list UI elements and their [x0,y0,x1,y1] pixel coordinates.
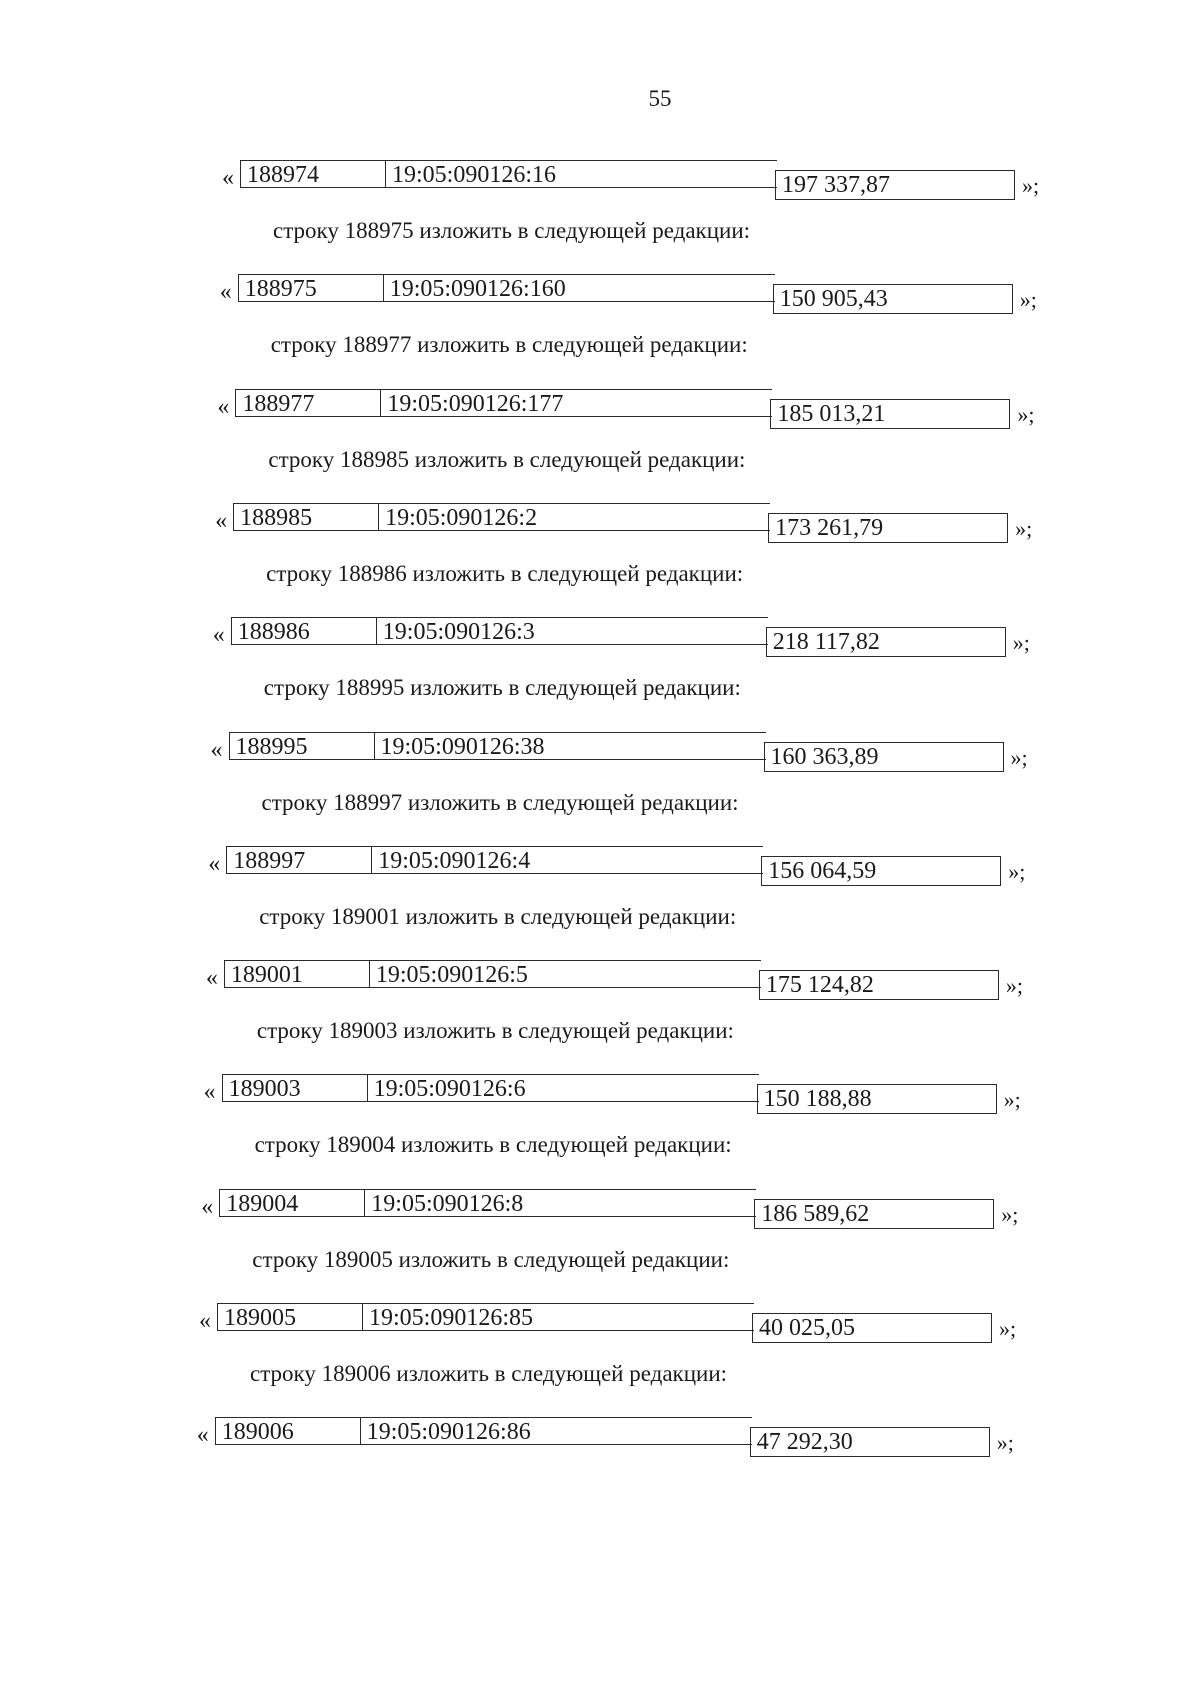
open-quote: « [219,279,232,306]
row-number-cell: 189001 [224,960,370,988]
value-cell: 150 188,88 [757,1084,997,1114]
instruction-text: строку 188986 изложить в следующей редакции: [266,560,744,586]
open-quote: « [212,622,225,649]
row-number-cell: 189004 [219,1189,365,1217]
table-row [212,617,1043,656]
open-quote: « [215,507,228,534]
page-number: 55 [648,86,672,111]
row-number-cell: 189005 [217,1303,363,1331]
open-quote: « [217,393,230,420]
value-cell: 197 337,87 [775,170,1015,200]
row-number-cell: 188985 [233,503,379,531]
table-row [217,389,1047,427]
cadastral-number-cell: 19:05:090126:3 [376,617,768,645]
close-quote: »; [1008,858,1026,884]
open-quote: « [201,1193,214,1220]
cadastral-number-cell: 19:05:090126:86 [360,1417,752,1445]
table-row [203,1074,1034,1113]
table-row [215,503,1045,541]
table-row [219,274,1050,313]
close-quote: »; [1015,515,1033,541]
table-row [199,1303,1029,1341]
row-number-cell: 188995 [229,732,375,760]
table-row [196,1417,1027,1456]
open-quote: « [208,850,221,877]
close-quote: »; [1010,744,1028,770]
cadastral-number-cell: 19:05:090126:8 [364,1189,756,1217]
cadastral-number-cell: 19:05:090126:160 [383,274,775,302]
open-quote: « [203,1079,216,1106]
close-quote: »; [1001,1201,1019,1227]
instruction-text: строку 189004 изложить в следующей редакции: [254,1132,732,1158]
open-quote: « [196,1422,209,1449]
close-quote: »; [1012,630,1030,656]
instruction-text: строку 189001 изложить в следующей редакции: [259,903,737,929]
row-number-cell: 188977 [235,389,381,417]
value-cell: 186 589,62 [754,1199,994,1229]
open-quote: « [205,965,218,992]
table-row [222,160,1052,198]
cadastral-number-cell: 19:05:090126:4 [371,846,763,874]
row-number-cell: 189003 [222,1074,368,1102]
value-cell: 47 292,30 [750,1427,990,1457]
close-quote: »; [1017,401,1035,427]
row-number-cell: 188997 [226,846,372,874]
cadastral-number-cell: 19:05:090126:177 [380,389,772,417]
close-quote: »; [996,1430,1014,1456]
value-cell: 160 363,89 [764,742,1004,772]
open-quote: « [199,1308,211,1334]
value-cell: 150 905,43 [773,284,1013,314]
row-number-cell: 188975 [238,274,384,302]
cadastral-number-cell: 19:05:090126:85 [362,1303,754,1331]
value-cell: 40 025,05 [752,1313,992,1343]
instruction-text: строку 189005 изложить в следующей редакции: [252,1246,730,1272]
instruction-text: строку 188985 изложить в следующей редакции: [268,446,746,472]
cadastral-number-cell: 19:05:090126:5 [369,960,761,988]
table-row [210,732,1041,770]
cadastral-number-cell: 19:05:090126:16 [385,160,777,188]
value-cell: 175 124,82 [759,970,999,1000]
close-quote: »; [1019,287,1037,313]
value-cell: 156 064,59 [761,856,1001,886]
value-cell: 173 261,79 [768,513,1008,543]
row-number-cell: 189006 [215,1417,361,1445]
cadastral-number-cell: 19:05:090126:38 [374,732,766,760]
table-row [201,1189,1031,1227]
cadastral-number-cell: 19:05:090126:2 [378,503,770,531]
close-quote: »; [1003,1087,1021,1113]
value-cell: 218 117,82 [766,627,1006,657]
instruction-text: строку 189003 изложить в следующей редакции: [256,1018,734,1044]
instruction-text: строку 188997 изложить в следующей редакции: [261,789,739,815]
instruction-text: строку 188975 изложить в следующей редакции: [273,218,751,243]
table-row [208,846,1038,884]
instruction-text: строку 188977 изложить в следующей редакции: [270,332,748,358]
close-quote: »; [999,1316,1017,1341]
close-quote: »; [1005,973,1024,999]
instruction-text: строку 188995 изложить в следующей редакции: [263,675,741,701]
row-number-cell: 188986 [231,617,377,645]
value-cell: 185 013,21 [770,399,1010,429]
table-row [205,960,1036,999]
instruction-text: строку 189006 изложить в следующей редакции: [250,1361,728,1386]
open-quote: « [222,165,234,191]
close-quote: »; [1022,173,1040,198]
open-quote: « [210,736,223,763]
row-number-cell: 188974 [240,160,386,188]
cadastral-number-cell: 19:05:090126:6 [367,1074,759,1102]
